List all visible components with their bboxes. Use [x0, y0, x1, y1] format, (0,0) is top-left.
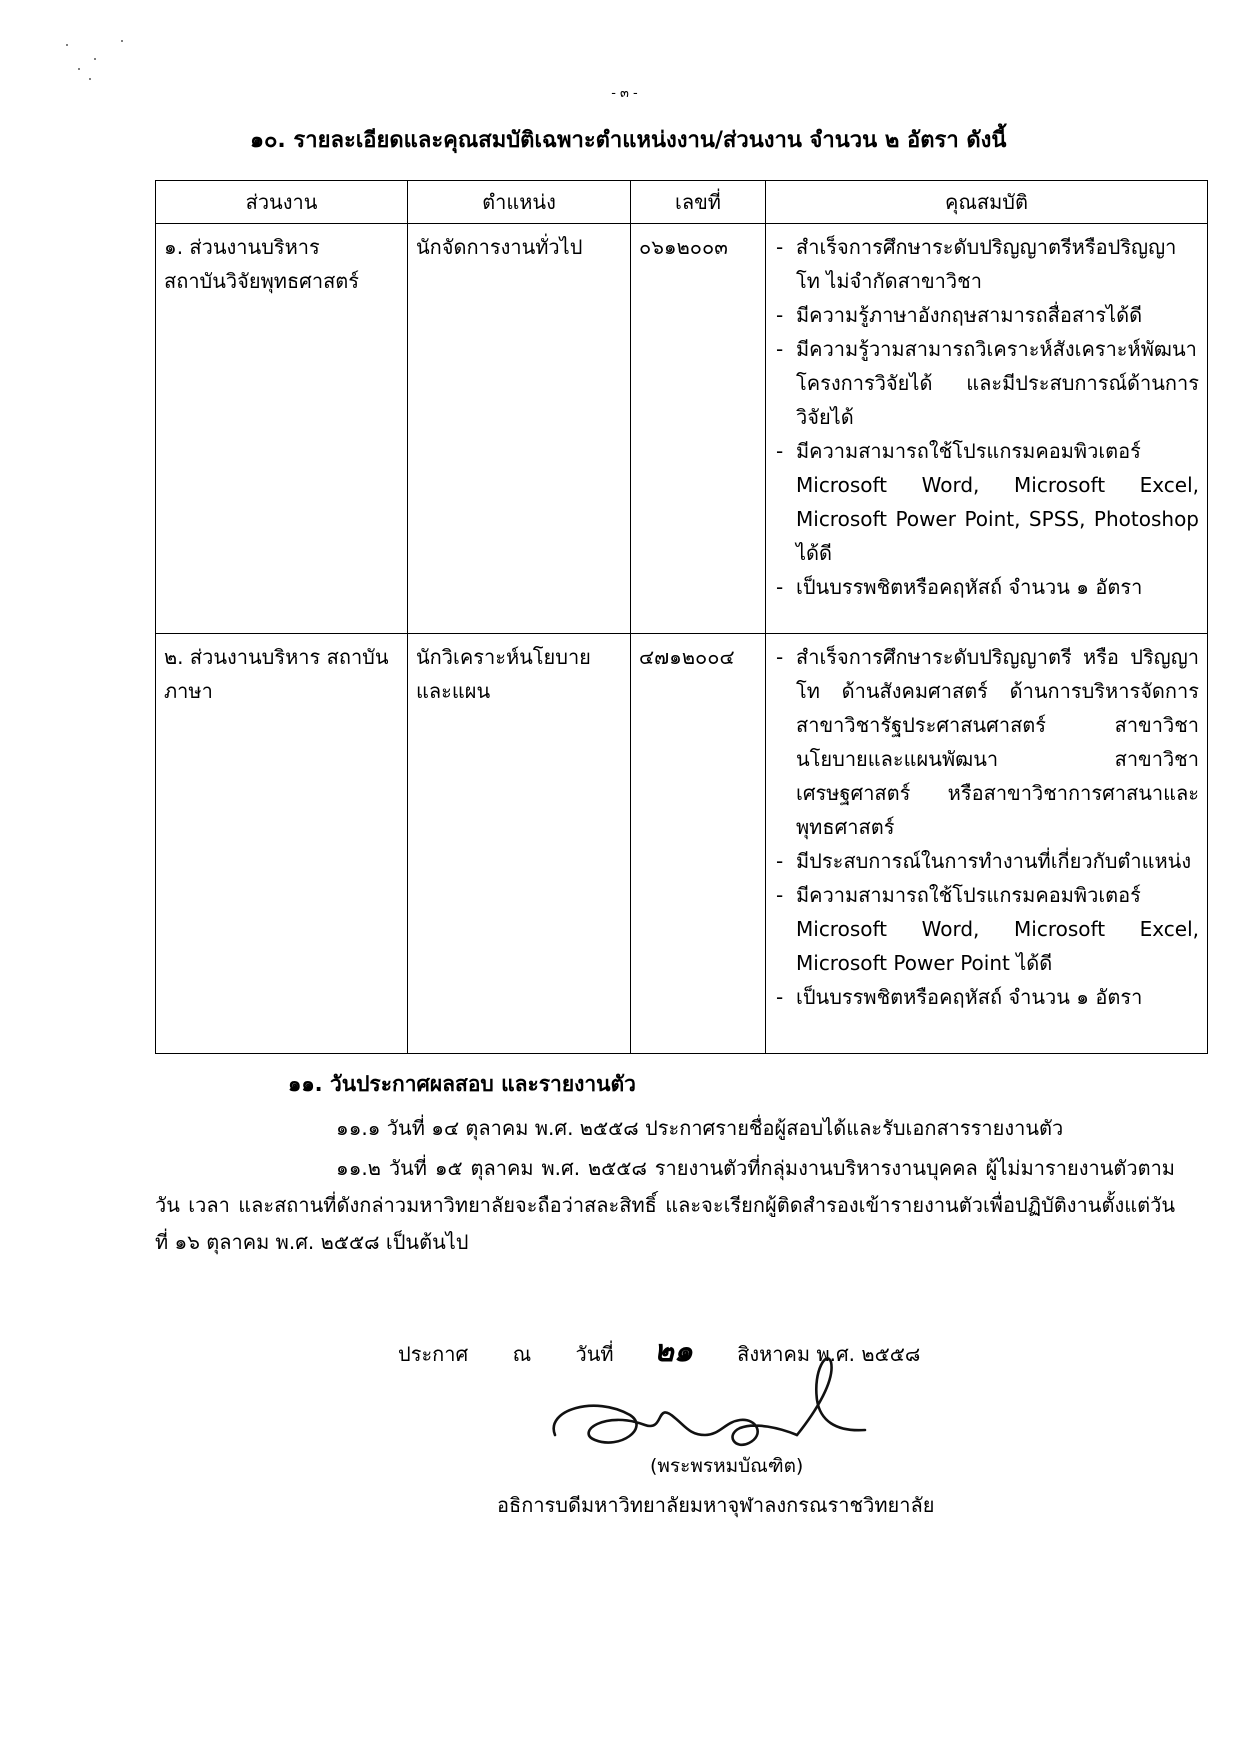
- scan-speck: [94, 58, 96, 60]
- announce-day-label: วันที่: [575, 1342, 614, 1366]
- header-number: เลขที่: [631, 181, 766, 224]
- scan-speck: [89, 78, 91, 80]
- cell-position: นักจัดการงานทั่วไป: [408, 224, 631, 634]
- cell-number: ๐๖๑๒๐๐๓: [631, 224, 766, 634]
- qualification-item: - มีความสามารถใช้โปรแกรมคอมพิวเตอร์ Microsoft Word, Microsoft Excel, Microsoft Power Point ได้ดี: [774, 878, 1199, 980]
- qualification-item: - เป็นบรรพชิตหรือคฤหัสถ์ จำนวน ๑ อัตรา: [774, 570, 1199, 604]
- cell-number: ๔๗๑๒๐๐๔: [631, 634, 766, 1054]
- section-10-title: ๑๐. รายละเอียดและคุณสมบัติเฉพาะตำแหน่งงาน/ส่วนงาน จำนวน ๒ อัตรา ดังนี้: [250, 128, 1007, 153]
- header-qualifications: คุณสมบัติ: [766, 181, 1208, 224]
- scan-speck: [66, 44, 68, 46]
- announce-at: ณ: [512, 1342, 532, 1366]
- table-header-row: [156, 181, 1208, 224]
- table-row: [156, 634, 1208, 1054]
- signatory-name: (พระพรหมบัณฑิต): [650, 1455, 804, 1477]
- qualification-item: - มีประสบการณ์ในการทำงานที่เกี่ยวกับตำแหน่ง: [774, 844, 1199, 878]
- announce-label: ประกาศ: [398, 1342, 469, 1366]
- scan-speck: [78, 68, 80, 70]
- qualification-item: - สำเร็จการศึกษาระดับปริญญาตรีหรือปริญญาโท ไม่จำกัดสาขาวิชา: [774, 230, 1199, 298]
- positions-table: [155, 180, 1208, 1054]
- header-position: ตำแหน่ง: [408, 181, 631, 224]
- qualification-item: - สำเร็จการศึกษาระดับปริญญาตรี หรือ ปริญญาโท ด้านสังคมศาสตร์ ด้านการบริหารจัดการ สาขาวิชารัฐประศาสนศาสตร์ สาขาวิชานโยบายและแผนพัฒนา สาขาวิชาเศรษฐศาสตร์ หรือสาขาวิชาการศาสนาและพุทธศาสตร์: [774, 640, 1199, 844]
- qualification-item: - เป็นบรรพชิตหรือคฤหัสถ์ จำนวน ๑ อัตรา: [774, 980, 1199, 1014]
- announce-month-year: สิงหาคม พ.ศ. ๒๕๕๘: [737, 1342, 921, 1366]
- table-row: [156, 224, 1208, 634]
- signatory-title: อธิการบดีมหาวิทยาลัยมหาจุฬาลงกรณราชวิทยาลัย: [497, 1493, 935, 1517]
- scan-speck: [121, 40, 123, 42]
- section-11-heading: ๑๑. วันประกาศผลสอบ และรายงานตัว: [288, 1072, 636, 1096]
- cell-qualifications: [766, 634, 1208, 1054]
- cell-unit: ๒. ส่วนงานบริหาร สถาบันภาษา: [156, 634, 408, 1054]
- qualification-item: - มีความสามารถใช้โปรแกรมคอมพิวเตอร์ Microsoft Word, Microsoft Excel, Microsoft Power Point, SPSS, Photoshop ได้ดี: [774, 434, 1199, 570]
- qualification-list: [774, 640, 1199, 1014]
- section-11-item-2: ๑๑.๒ วันที่ ๑๕ ตุลาคม พ.ศ. ๒๕๕๘ รายงานตัวที่กลุ่มงานบริหารงานบุคคล ผู้ไม่มารายงานตัวตามวัน เวลา และสถานที่ดังกล่าวมหาวิทยาลัยจะถือว่าสละสิทธิ์ และจะเรียกผู้ติดสำรองเข้ารายงานตัวเพื่อปฏิบัติงานตั้งแต่วันที่ ๑๖ ตุลาคม พ.ศ. ๒๕๕๘ เป็นต้นไป: [155, 1156, 1175, 1254]
- qualification-list: [774, 230, 1199, 604]
- cell-position: นักวิเคราะห์นโยบายและแผน: [408, 634, 631, 1054]
- cell-qualifications: [766, 224, 1208, 634]
- page-number: - ๓ -: [611, 86, 638, 101]
- handwritten-day: ๒๑: [653, 1334, 693, 1369]
- header-unit: ส่วนงาน: [156, 181, 408, 224]
- qualification-item: - มีความรู้วามสามารถวิเคราะห์สังเคราะห์พัฒนาโครงการวิจัยได้ และมีประสบการณ์ด้านการวิจัยได้: [774, 332, 1199, 434]
- cell-unit: ๑. ส่วนงานบริหาร สถาบันวิจัยพุทธศาสตร์: [156, 224, 408, 634]
- section-11-item-1: ๑๑.๑ วันที่ ๑๔ ตุลาคม พ.ศ. ๒๕๕๘ ประกาศรายชื่อผู้สอบได้และรับเอกสารรายงานตัว: [336, 1116, 1064, 1140]
- qualification-item: - มีความรู้ภาษาอังกฤษสามารถสื่อสารได้ดี: [774, 298, 1199, 332]
